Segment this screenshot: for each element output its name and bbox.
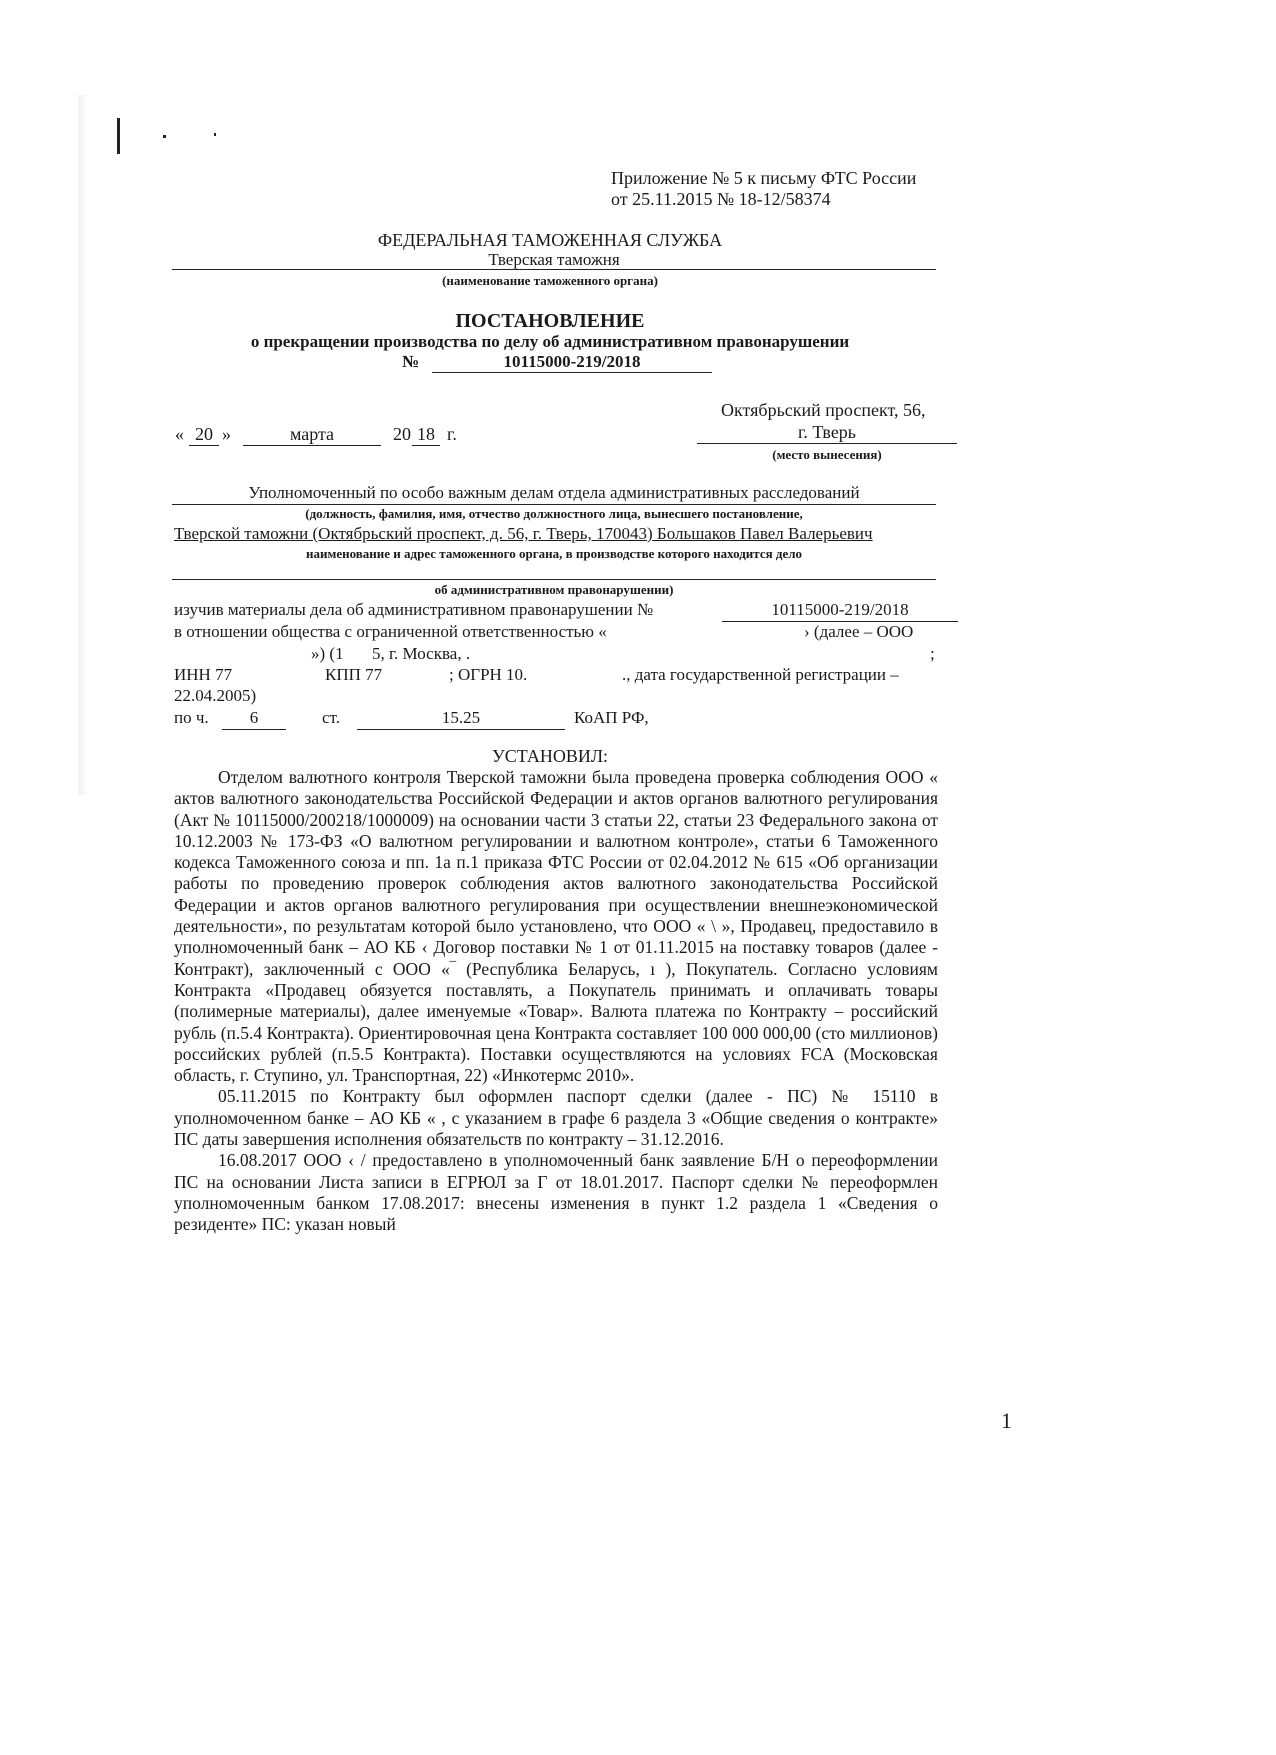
date-month: марта (243, 423, 381, 446)
studied-text: изучив материалы дела об административном правонарушении № (174, 600, 654, 619)
place-caption: (место вынесения) (772, 447, 882, 462)
date-year-prefix: 20 (393, 424, 411, 444)
inn: ИНН 77 (174, 665, 233, 684)
kpp: КПП 77 (325, 665, 383, 684)
scan-edge-shadow (78, 95, 88, 795)
article-label: ст. (322, 708, 340, 727)
document-subtitle: о прекращении производства по делу об административном правонарушении (250, 332, 850, 351)
office-name: Тверская таможня (488, 250, 620, 269)
date-day-close: » (222, 424, 231, 444)
regarding-right: › (далее – ООО (804, 622, 914, 641)
article-part-label: по ч. (174, 708, 209, 727)
article: 15.25 (357, 707, 565, 730)
appendix-line-1: Приложение № 5 к письму ФТС России (611, 168, 917, 188)
date-day: 20 (189, 423, 219, 446)
place-line-2: г. Тверь (697, 421, 957, 444)
body-text (174, 767, 938, 1236)
official-office-and-name (174, 523, 938, 545)
address-left: ») (1 (311, 644, 344, 663)
scan-mark-line (117, 118, 120, 154)
official-position: Уполномоченный по особо важным делам отдела административных расследований (172, 482, 936, 505)
paragraph-2: 05.11.2015 по Контракту был оформлен паспорт сделки (далее - ПС) № 15110 в уполномоченном банке – АО КБ « , с указанием в графе 6 раздела 3 «Общие сведения о контракте» ПС даты завершения исполнения обязательств по контракту – 31.12.2016. (174, 1086, 938, 1150)
place-line-1: Октябрьский проспект, 56, (721, 400, 926, 420)
number-sign: № (402, 352, 420, 371)
code: КоАП РФ, (574, 708, 649, 727)
official-office-caption-2: об административном правонарушении) (434, 582, 674, 597)
blank-line (172, 565, 936, 580)
date-day-open: « (175, 424, 184, 444)
address-mid: 5, г. Москва, . (372, 644, 471, 663)
established-heading: УСТАНОВИЛ: (491, 746, 609, 766)
article-part: 6 (222, 707, 286, 730)
ogrn: ; ОГРН 10. (449, 665, 528, 684)
document-title: ПОСТАНОВЛЕНИЕ (455, 310, 645, 332)
office-caption: (наименование таможенного органа) (442, 273, 658, 288)
registration-date: 22.04.2005) (174, 686, 257, 705)
official-office-caption: наименование и адрес таможенного органа, в производстве которого находится дело (305, 546, 803, 561)
agency-name: ФЕДЕРАЛЬНАЯ ТАМОЖЕННАЯ СЛУЖБА (377, 230, 723, 250)
paragraph-1: Отделом валютного контроля Тверской таможни была проведена проверка соблюдения ООО « актов валютного законодательства Российской Федерации и актов органов валютного регулирования (Акт № 10115000/200218/1000009) на основании части 3 статьи 22, статьи 23 Федерального закона от 10.12.2003 № 173-ФЗ «О валютном регулировании и валютном контроле», статьи 6 Таможенного кодекса Таможенного союза и пп. 1а п.1 приказа ФТС России от 02.04.2012 № 615 «Об организации работы по проведению проверок соблюдения актов валютного законодательства Российской Федерации и актов органов валютного регулирования при осуществлении внешнеэкономической деятельности», по результатам которой было установлено, что ООО « \ », Продавец, предоставило в уполномоченный банк – АО КБ ‹ Договор поставки № 1 от 01.11.2015 на поставку товаров (далее - Контракт), заключенный с ООО «‾ (Республика Беларусь, ı ), Покупатель. Согласно условиям Контракта «Продавец обязуется поставлять, а Покупатель принимать и оплачивать товары (полимерные материалы), далее именуемые «Товар». Валюта платежа по Контракту – российский рубль (п.5.4 Контракта). Ориентировочная цена Контракта составляет 100 000 000,00 (сто миллионов) российских рублей (п.5.5 Контракта). Поставки осуществляются на условиях FCA (Московская область, г. Ступино, ул. Транспортная, 22) «Инкотермс 2010». (174, 767, 938, 1086)
official-position-caption: (должность, фамилия, имя, отчество должностного лица, вынесшего постановление, (305, 506, 803, 521)
paragraph-3: 16.08.2017 ООО ‹ / предоставлено в уполномоченный банк заявление Б/Н о переоформлении ПС на основании Листа записи в ЕГРЮЛ за Г от 18.01.2017. Паспорт сделки № переоформлен уполномоченным банком 17.08.2017: внесены изменения в пункт 1.2 раздела 1 «Сведения о резиденте» ПС: указан новый (174, 1150, 938, 1235)
page-number: 1 (1001, 1408, 1012, 1433)
date-year-g: г. (447, 424, 457, 444)
case-number: 10115000-219/2018 (432, 352, 712, 373)
scan-mark-dot (163, 135, 166, 138)
date-year-suffix: 18 (412, 423, 440, 446)
scan-mark-dot (214, 133, 216, 136)
studied-number: 10115000-219/2018 (722, 599, 958, 622)
official-office-and-name-text: Тверской таможни (Октябрьский проспект, д. 56, г. Тверь, 170043) Большаков Павел Валерьевич (174, 524, 873, 543)
regarding-left: в отношении общества с ограниченной ответственностью « (174, 622, 607, 641)
address-end: ; (930, 644, 935, 663)
registration-date-label: ., дата государственной регистрации – (622, 665, 899, 684)
office-field (172, 249, 936, 270)
appendix-line-2: от 25.11.2015 № 18-12/58374 (611, 189, 831, 209)
